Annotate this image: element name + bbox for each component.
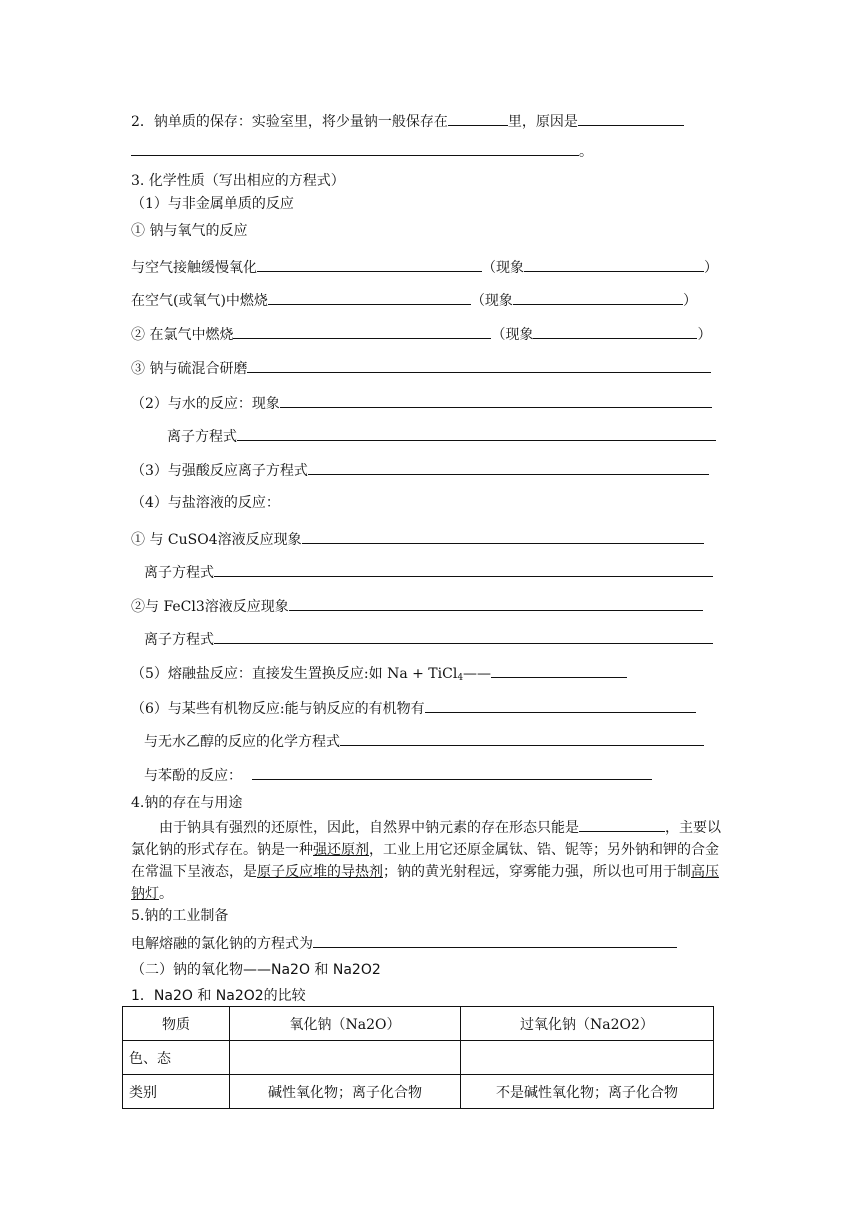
ionic-label: 离子方程式 bbox=[144, 565, 214, 581]
ethanol-label: 与无水乙醇的反应的化学方程式 bbox=[144, 734, 340, 750]
fecl3-ionic-line bbox=[144, 628, 713, 650]
electrolysis-label: 电解熔融的氯化钠的方程式为 bbox=[131, 936, 313, 952]
blank-chlorine[interactable] bbox=[233, 323, 491, 339]
phenomenon-label: （现象 bbox=[491, 327, 534, 343]
storage-end: 。 bbox=[579, 144, 593, 160]
blank-fecl3[interactable] bbox=[289, 595, 703, 611]
chlorine-label: ② 在氯气中燃烧 bbox=[131, 327, 234, 343]
fecl3-label: ②与 FeCl3溶液反应现象 bbox=[131, 599, 289, 615]
section-3-title: 3. 化学性质（写出相应的方程式） bbox=[131, 173, 345, 189]
blank-chlorine-phenomenon[interactable] bbox=[533, 323, 697, 339]
blank-reason-cont[interactable] bbox=[131, 140, 579, 156]
blank-fecl3-ionic[interactable] bbox=[214, 628, 713, 644]
blank-slow-oxidation[interactable] bbox=[257, 256, 482, 272]
comparison-heading: 1．Na2O 和 Na2O2的比较 bbox=[131, 988, 306, 1004]
para-part-3: ，工业上用它还原金属钛、锆、铌等；另外钠和钾的合金在常温下呈液态，是 bbox=[131, 842, 719, 880]
existence-paragraph bbox=[131, 816, 731, 905]
table-cell: 色、态 bbox=[123, 1041, 230, 1075]
cuso4-ionic-line bbox=[144, 561, 713, 583]
slow-oxidation-label: 与空气接触缓慢氧化 bbox=[131, 260, 257, 276]
blank-water-phenomenon[interactable] bbox=[280, 392, 712, 408]
blank-sulfur[interactable] bbox=[247, 357, 711, 373]
table-row bbox=[123, 1041, 714, 1075]
oxygen-heading: ① 钠与氧气的反应 bbox=[131, 223, 248, 239]
acid-line bbox=[131, 459, 709, 481]
sulfur-line bbox=[131, 357, 711, 379]
table-cell: 碱性氧化物；离子化合物 bbox=[230, 1075, 461, 1109]
ticl-subscript: 4 bbox=[457, 673, 464, 683]
electrolysis-line bbox=[131, 932, 677, 954]
acid-label: （3）与强酸反应离子方程式 bbox=[131, 463, 308, 479]
table-cell: 不是碱性氧化物；离子化合物 bbox=[461, 1075, 714, 1109]
comparison-table bbox=[122, 1006, 714, 1109]
storage-reason-line bbox=[131, 140, 593, 162]
blank-ethanol[interactable] bbox=[340, 730, 704, 746]
cuso4-line bbox=[131, 528, 704, 550]
blank-molten[interactable] bbox=[491, 662, 627, 678]
blank-burning[interactable] bbox=[268, 289, 471, 305]
chlorine-line bbox=[131, 323, 711, 345]
table-header-cell: 氧化钠（Na2O） bbox=[230, 1007, 461, 1041]
organic-label: （6）与某些有机物反应:能与钠反应的有机物有 bbox=[131, 701, 425, 717]
table-row bbox=[123, 1075, 714, 1109]
storage-question bbox=[131, 110, 684, 132]
molten-label: （5）熔融盐反应：直接发生置换反应:如 Na + TiCl bbox=[131, 666, 458, 682]
oxides-heading: （二）钠的氧化物——Na2O 和 Na2O2 bbox=[131, 962, 381, 978]
blank-cuso4[interactable] bbox=[302, 528, 704, 544]
para-part-4: ；钠的黄光射程远，穿雾能力强，所以也可用于制 bbox=[383, 864, 691, 880]
blank-organic[interactable] bbox=[425, 697, 696, 713]
sodium-lamp: 高压钠灯 bbox=[131, 864, 719, 902]
molten-line bbox=[131, 662, 627, 688]
close-paren: ） bbox=[682, 293, 697, 309]
reactor-coolant: 原子反应堆的导热剂 bbox=[257, 864, 383, 880]
water-label: （2）与水的反应：现象 bbox=[131, 396, 280, 412]
para-part-2: ，主要以氯化钠的形式存在。钠是一种 bbox=[131, 820, 721, 858]
burning-label: 在空气(或氧气)中燃烧 bbox=[131, 293, 268, 309]
close-paren: ） bbox=[697, 327, 712, 343]
organic-line bbox=[131, 697, 696, 719]
ionic-label: 离子方程式 bbox=[167, 429, 237, 445]
fecl3-line bbox=[131, 595, 703, 617]
blank-water-ionic[interactable] bbox=[237, 425, 716, 441]
storage-mid: 里，原因是 bbox=[507, 114, 578, 130]
blank-phenol[interactable] bbox=[252, 764, 652, 780]
sulfur-label: ③ 钠与硫混合研磨 bbox=[131, 361, 248, 377]
phenomenon-label: （现象 bbox=[470, 293, 513, 309]
blank-storage[interactable] bbox=[448, 110, 508, 126]
slow-oxidation-line bbox=[131, 256, 718, 278]
section-4-title: 4.钠的存在与用途 bbox=[131, 795, 243, 811]
phenomenon-label: （现象 bbox=[482, 260, 524, 276]
ionic-label: 离子方程式 bbox=[144, 632, 214, 648]
molten-arrow: —— bbox=[463, 666, 492, 682]
phenol-label: 与苯酚的反应： bbox=[144, 768, 242, 784]
para-part-1: 由于钠具有强烈的还原性，因此，自然界中钠元素的存在形态只能是 bbox=[159, 820, 579, 836]
strong-reductant: 强还原剂 bbox=[313, 842, 369, 858]
burning-line bbox=[131, 289, 697, 311]
table-row bbox=[123, 1007, 714, 1041]
blank-cuso4-ionic[interactable] bbox=[214, 561, 713, 577]
ethanol-line bbox=[144, 730, 704, 752]
table-cell: 类别 bbox=[123, 1075, 230, 1109]
cuso4-label: ① 与 CuSO4溶液反应现象 bbox=[131, 532, 302, 548]
close-paren: ） bbox=[704, 260, 718, 276]
table-header-cell: 过氧化钠（Na2O2） bbox=[461, 1007, 714, 1041]
salt-heading: （4）与盐溶液的反应： bbox=[131, 495, 280, 511]
blank-reason[interactable] bbox=[578, 110, 684, 126]
blank-slow-phenomenon[interactable] bbox=[524, 256, 704, 272]
phenol-line bbox=[144, 764, 652, 786]
table-header-cell: 物质 bbox=[123, 1007, 230, 1041]
table-cell[interactable] bbox=[230, 1041, 461, 1075]
para-part-5: 。 bbox=[159, 886, 173, 902]
blank-existence[interactable] bbox=[579, 816, 665, 832]
water-line bbox=[131, 392, 712, 414]
storage-text: 2．钠单质的保存：实验室里，将少量钠一般保存在 bbox=[131, 114, 448, 130]
section-5-title: 5.钠的工业制备 bbox=[131, 908, 229, 924]
blank-acid[interactable] bbox=[308, 459, 709, 475]
table-cell[interactable] bbox=[461, 1041, 714, 1075]
nonmetal-heading: （1）与非金属单质的反应 bbox=[131, 196, 294, 212]
water-ionic-line bbox=[167, 425, 716, 447]
blank-burning-phenomenon[interactable] bbox=[513, 289, 683, 305]
blank-electrolysis[interactable] bbox=[313, 932, 677, 948]
